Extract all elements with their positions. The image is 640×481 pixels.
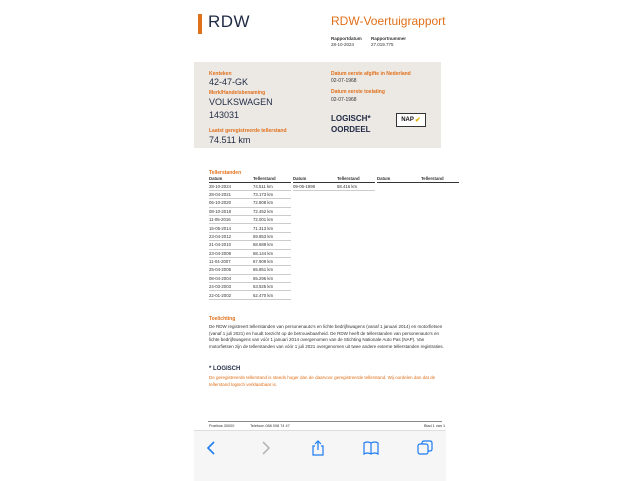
readings-table-1 (209, 176, 291, 300)
first-admission-value: 02-07-1968 (331, 97, 357, 103)
table-row (209, 190, 291, 198)
reading-date: 21-04-2010 (209, 241, 253, 249)
table-row (293, 182, 375, 190)
table-row (209, 224, 291, 232)
table-row (209, 283, 291, 291)
report-date-label: Rapportdatum (331, 36, 362, 41)
reading-date: 09-06-1998 (293, 182, 337, 190)
reading-km: 69.853 km (253, 232, 291, 240)
col-odo-header: Tellerstand (253, 176, 291, 182)
explanation-title: Toelichting (209, 316, 236, 322)
reading-km: 58.416 km (337, 182, 375, 190)
tabs-icon (417, 440, 433, 456)
col-date-header: Datum (209, 176, 253, 182)
reading-date: 08-10-2018 (209, 207, 253, 215)
odo-value: 74.511 km (209, 135, 251, 145)
footer-page: Blad 1 van 1 (424, 424, 446, 428)
table-row (209, 249, 291, 257)
reading-km: 68.144 km (253, 249, 291, 257)
table-row (209, 216, 291, 224)
chevron-left-icon (206, 441, 216, 455)
reading-km: 68.689 km (253, 241, 291, 249)
reading-km: 72.808 km (253, 199, 291, 207)
table-row (209, 257, 291, 265)
reading-date: 22-01-2002 (209, 291, 253, 299)
logisch-text: De geregistreerde tellerstand is steeds hoger dan de daarvoor geregistreerde tellerstand. Wij oordelen dan dat de tellerstand logisch verklaarbaar is. (209, 375, 436, 387)
model-value: 143031 (209, 110, 240, 120)
table-row (209, 274, 291, 282)
footer-phone: Telefoon 088 008 74 47 (250, 424, 290, 428)
report-number: 27.019.775 (371, 42, 394, 47)
readings-title: Tellerstanden (209, 170, 242, 176)
reading-date: 24-03-2003 (209, 283, 253, 291)
reading-km: 62.470 km (253, 291, 291, 299)
footer-divider (208, 421, 442, 422)
reading-date: 23-04-2008 (209, 249, 253, 257)
verdict-line2: OORDEEL (331, 125, 371, 134)
table-row (209, 182, 291, 190)
odo-label: Laatst geregistreerde tellerstand (209, 128, 287, 134)
share-icon (311, 440, 325, 456)
share-button[interactable] (310, 440, 326, 456)
col-odo-header: Tellerstand (421, 176, 459, 182)
table-row (209, 241, 291, 249)
reading-date: 25-04-2005 (209, 266, 253, 274)
nap-logo (396, 113, 426, 127)
reading-km: 67.909 km (253, 257, 291, 265)
tabs-button[interactable] (417, 440, 433, 456)
col-date-header: Datum (377, 176, 421, 182)
table-row (209, 199, 291, 207)
plate-value: 42-47-GK (209, 77, 249, 87)
report-title: RDW-Voertuigrapport (331, 14, 446, 28)
reading-km: 65.296 km (253, 274, 291, 282)
reading-date: 11-05-2016 (209, 216, 253, 224)
reading-km: 73.173 km (253, 190, 291, 198)
table-row (209, 232, 291, 240)
reading-km: 74.511 km (253, 182, 291, 190)
reading-date: 23-04-2012 (209, 232, 253, 240)
reading-date: 28-10-2024 (209, 182, 253, 190)
back-button[interactable] (203, 440, 219, 456)
reading-date: 28-04-2021 (209, 190, 253, 198)
bookmarks-button[interactable] (363, 440, 379, 456)
table-row (209, 207, 291, 215)
table-row (209, 291, 291, 299)
reading-date: 15-05-2014 (209, 224, 253, 232)
reading-date: 11-04-2007 (209, 257, 253, 265)
check-icon: ✔ (414, 117, 421, 124)
readings-table-2 (293, 176, 375, 191)
reading-date: 08-04-2004 (209, 274, 253, 282)
reading-km: 71.313 km (253, 224, 291, 232)
chevron-right-icon (261, 441, 271, 455)
reading-km: 72.452 km (253, 207, 291, 215)
readings-table-3 (377, 176, 459, 183)
logisch-title: * LOGISCH (209, 366, 241, 372)
rdw-logo: RDW (208, 12, 251, 31)
col-odo-header: Tellerstand (337, 176, 375, 182)
footer-postbus: Postbus 30000 (209, 424, 235, 428)
first-nl-label: Datum eerste afgifte in Nederland (331, 71, 411, 77)
reading-km: 65.851 km (253, 266, 291, 274)
make-value: VOLKSWAGEN (209, 97, 273, 107)
explanation-paragraph: De RDW registreert tellerstanden van personenauto's en lichte bedrijfswagens (vanaf 1 januari 2014) en motorfietsen (vanaf 1 juli 2021) en houdt toezicht op de betrouwbaarheid. De RDW heeft de tellerstanden van personenauto's en lichte bedrijfswagens van vóór 1 januari 2014 overgenomen van de Stichting Nationale Auto Pas (NAP). Van motorfietsen zijn de tellerstanden van vóór 1 juli 2021 overgenomen uit twee andere externe tellerstanden registraties. (209, 324, 444, 349)
report-number-label: Rapportnummer (371, 36, 407, 41)
reading-date: 06-10-2020 (209, 199, 253, 207)
reading-km: 63.925 km (253, 283, 291, 291)
book-icon (363, 441, 379, 455)
make-label: Merk/Handelsbenaming (209, 90, 266, 96)
table-row (209, 266, 291, 274)
nap-text: NAP (401, 117, 414, 123)
plate-label: Kenteken (209, 71, 232, 77)
verdict-line1: LOGISCH* (331, 114, 371, 123)
rdw-logo-bar (198, 14, 202, 34)
col-date-header: Datum (293, 176, 337, 182)
reading-km: 72.001 km (253, 216, 291, 224)
first-nl-value: 02-07-1968 (331, 78, 357, 84)
first-admission-label: Datum eerste toelating (331, 89, 385, 95)
forward-button[interactable] (258, 440, 274, 456)
report-date: 28-10-2024 (331, 42, 355, 47)
